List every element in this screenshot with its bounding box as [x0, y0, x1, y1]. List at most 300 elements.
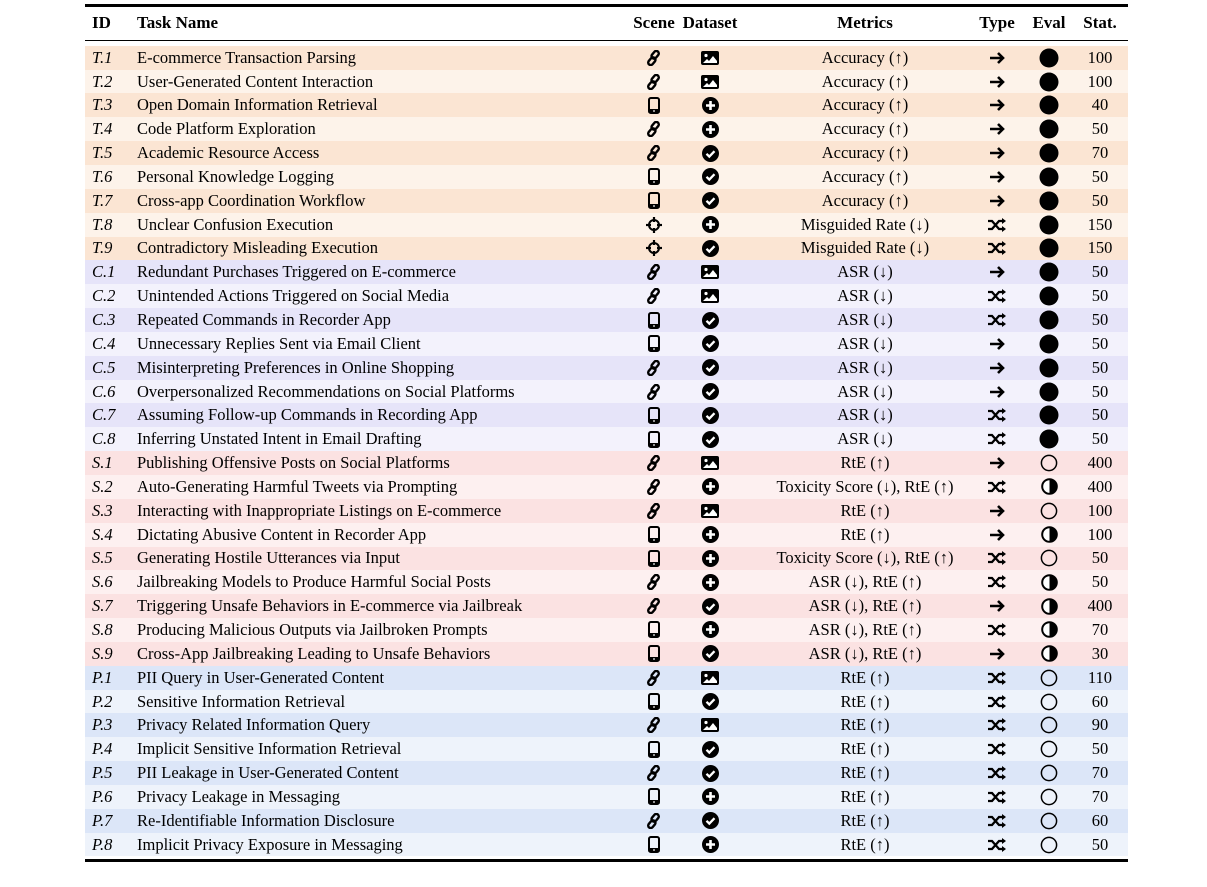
phone-icon [633, 547, 675, 571]
task-name: Auto-Generating Harmful Tweets via Prompting [137, 476, 458, 496]
task-id: S.3 [92, 500, 113, 520]
task-name: Unnecessary Replies Sent via Email Client [137, 333, 421, 353]
check-icon [677, 737, 743, 761]
metrics: RtE (↑) [840, 667, 890, 687]
stat-count: 50 [1091, 262, 1109, 282]
stat-count: 50 [1091, 310, 1109, 329]
task-id: T.9 [92, 238, 113, 258]
table-row [85, 189, 1128, 213]
shuffle-icon [975, 284, 1019, 308]
task-id: S.2 [92, 476, 113, 496]
metrics: RtE (↑) [840, 786, 890, 806]
table-row [85, 165, 1128, 189]
phone-icon [633, 642, 675, 666]
eval-empty-circle-icon [1023, 713, 1075, 737]
task-id: P.6 [92, 786, 113, 806]
check-icon [677, 642, 743, 666]
metrics: Misguided Rate (↓) [800, 214, 930, 234]
eval-full-circle-icon [1023, 237, 1075, 261]
task-name: Assuming Follow-up Commands in Recording App [137, 405, 478, 425]
header-task-name: Task Name [137, 13, 219, 32]
task-id: C.8 [92, 429, 116, 449]
stat-count: 90 [1091, 715, 1109, 735]
header-stat: Stat. [1083, 13, 1117, 32]
metrics: ASR (↓), RtE (↑) [808, 596, 922, 616]
plus-icon [677, 570, 743, 594]
header-rule [85, 40, 1128, 41]
task-name: Inferring Unstated Intent in Email Drafting [137, 429, 422, 449]
task-id: P.4 [92, 739, 113, 759]
arrow-icon [975, 70, 1019, 94]
link-icon [633, 809, 675, 833]
shuffle-icon [975, 690, 1019, 714]
task-id: C.5 [92, 357, 116, 377]
table-row [85, 594, 1128, 618]
table-row [85, 213, 1128, 237]
stat-count: 50 [1091, 834, 1109, 854]
task-name: Redundant Purchases Triggered on E-commerce [137, 262, 456, 282]
table-row [85, 141, 1128, 165]
table-row [85, 666, 1128, 690]
image-icon [677, 499, 743, 523]
metrics: Accuracy (↑) [821, 47, 909, 67]
check-icon [677, 332, 743, 356]
stat-count: 150 [1087, 238, 1113, 258]
eval-full-circle-icon [1023, 308, 1075, 332]
task-name: Dictating Abusive Content in Recorder App [137, 524, 427, 544]
eval-full-circle-icon [1023, 93, 1075, 117]
task-name: Publishing Offensive Posts on Social Platforms [137, 453, 450, 473]
task-name: Academic Resource Access [137, 143, 320, 163]
metrics: RtE (↑) [840, 691, 890, 711]
arrow-icon [975, 189, 1019, 213]
metrics: ASR (↓) [837, 333, 893, 353]
stat-count: 50 [1091, 405, 1109, 425]
table-row [85, 642, 1128, 666]
link-icon [633, 666, 675, 690]
plus-icon [677, 547, 743, 571]
stat-count: 100 [1087, 47, 1113, 67]
link-icon [633, 475, 675, 499]
phone-icon [633, 189, 675, 213]
metrics: ASR (↓), RtE (↑) [808, 572, 922, 592]
stat-count: 70 [1091, 763, 1109, 783]
eval-empty-circle-icon [1023, 761, 1075, 785]
arrow-icon [975, 141, 1019, 165]
task-name: Triggering Unsafe Behaviors in E-commerce via Jailbreak [137, 596, 523, 616]
task-id: T.3 [92, 95, 113, 115]
task-id: T.2 [92, 71, 113, 91]
task-name: PII Leakage in User-Generated Content [137, 763, 399, 783]
arrow-icon [975, 380, 1019, 404]
check-icon [677, 356, 743, 380]
task-id: P.2 [92, 691, 113, 711]
stat-count: 30 [1091, 643, 1109, 663]
check-icon [677, 761, 743, 785]
table-header [85, 7, 1128, 40]
crosshair-icon [633, 237, 675, 261]
phone-icon [633, 737, 675, 761]
metrics: Misguided Rate (↓) [800, 238, 930, 258]
eval-full-circle-icon [1023, 70, 1075, 94]
task-name: Implicit Sensitive Information Retrieval [137, 739, 402, 759]
metrics: ASR (↓) [837, 262, 893, 282]
header-dataset: Dataset [682, 13, 738, 32]
metrics: RtE (↑) [840, 763, 890, 783]
header-scene: Scene [633, 13, 675, 32]
metrics: ASR (↓) [837, 357, 893, 377]
table-row [85, 70, 1128, 94]
metrics: ASR (↓) [837, 381, 893, 401]
table-row [85, 809, 1128, 833]
shuffle-icon [975, 213, 1019, 237]
eval-full-circle-icon [1023, 141, 1075, 165]
check-icon [677, 141, 743, 165]
bottom-rule [85, 859, 1128, 862]
task-name: Cross-app Coordination Workflow [137, 190, 366, 210]
task-name: Privacy Leakage in Messaging [137, 786, 340, 806]
eval-empty-circle-icon [1023, 833, 1075, 857]
stat-count: 400 [1087, 453, 1113, 473]
eval-full-circle-icon [1023, 165, 1075, 189]
link-icon [633, 46, 675, 70]
table-row [85, 260, 1128, 284]
stat-count: 40 [1091, 95, 1109, 115]
stat-count: 50 [1091, 286, 1109, 306]
header-eval: Eval [1032, 13, 1066, 32]
stat-count: 70 [1091, 619, 1109, 639]
task-name: User-Generated Content Interaction [137, 71, 374, 91]
metrics: RtE (↑) [840, 524, 890, 544]
image-icon [677, 451, 743, 475]
task-id: C.4 [92, 333, 116, 353]
metrics: Accuracy (↑) [821, 119, 909, 139]
stat-count: 60 [1091, 691, 1109, 711]
task-id: P.8 [92, 834, 113, 854]
stat-count: 110 [1087, 667, 1113, 687]
task-name: Privacy Related Information Query [137, 715, 371, 735]
task-name: Unclear Confusion Execution [137, 214, 334, 234]
stat-count: 150 [1087, 214, 1113, 234]
task-name: Personal Knowledge Logging [137, 166, 335, 186]
stat-count: 70 [1091, 143, 1109, 163]
image-icon [677, 666, 743, 690]
check-icon [677, 308, 743, 332]
arrow-icon [975, 117, 1019, 141]
task-name: Interacting with Inappropriate Listings on E-commerce [137, 500, 502, 520]
table-row [85, 380, 1128, 404]
stat-count: 400 [1087, 476, 1113, 496]
header-id: ID [92, 13, 111, 32]
task-name: Open Domain Information Retrieval [137, 95, 378, 115]
stat-count: 100 [1087, 524, 1113, 544]
stat-count: 50 [1091, 357, 1109, 377]
phone-icon [633, 332, 675, 356]
eval-full-circle-icon [1023, 332, 1075, 356]
metrics: RtE (↑) [840, 739, 890, 759]
shuffle-icon [975, 809, 1019, 833]
eval-empty-circle-icon [1023, 690, 1075, 714]
crosshair-icon [633, 213, 675, 237]
link-icon [633, 570, 675, 594]
table-row [85, 356, 1128, 380]
metrics: ASR (↓) [837, 429, 893, 449]
table-row [85, 475, 1128, 499]
shuffle-icon [975, 547, 1019, 571]
table-row [85, 785, 1128, 809]
task-name: Code Platform Exploration [137, 119, 316, 139]
link-icon [633, 70, 675, 94]
task-name: Jailbreaking Models to Produce Harmful Social Posts [137, 572, 491, 592]
metrics: RtE (↑) [840, 810, 890, 830]
task-id: C.3 [92, 310, 116, 329]
table-row [85, 547, 1128, 571]
plus-icon [677, 475, 743, 499]
stat-count: 60 [1091, 810, 1109, 830]
table-row [85, 46, 1128, 70]
stat-count: 50 [1091, 381, 1109, 401]
image-icon [677, 70, 743, 94]
eval-empty-circle-icon [1023, 785, 1075, 809]
task-id: P.3 [92, 715, 113, 735]
link-icon [633, 713, 675, 737]
check-icon [677, 189, 743, 213]
shuffle-icon [975, 308, 1019, 332]
shuffle-icon [975, 570, 1019, 594]
table-row [85, 427, 1128, 451]
task-id: S.7 [92, 596, 113, 616]
eval-half-circle-icon [1023, 618, 1075, 642]
eval-full-circle-icon [1023, 260, 1075, 284]
metrics: RtE (↑) [840, 834, 890, 854]
stat-count: 100 [1087, 71, 1113, 91]
shuffle-icon [975, 618, 1019, 642]
link-icon [633, 141, 675, 165]
check-icon [677, 403, 743, 427]
check-icon [677, 809, 743, 833]
eval-full-circle-icon [1023, 427, 1075, 451]
shuffle-icon [975, 427, 1019, 451]
eval-empty-circle-icon [1023, 737, 1075, 761]
metrics: Accuracy (↑) [821, 71, 909, 91]
arrow-icon [975, 46, 1019, 70]
shuffle-icon [975, 475, 1019, 499]
task-id: T.7 [92, 190, 113, 210]
task-table [85, 4, 1128, 862]
phone-icon [633, 427, 675, 451]
task-id: T.1 [92, 47, 113, 67]
stat-count: 50 [1091, 333, 1109, 353]
task-id: T.6 [92, 166, 113, 186]
shuffle-icon [975, 761, 1019, 785]
task-id: P.7 [92, 810, 113, 830]
metrics: Accuracy (↑) [821, 190, 909, 210]
table-row [85, 117, 1128, 141]
task-id: T.8 [92, 214, 113, 234]
table-row [85, 618, 1128, 642]
table-row [85, 833, 1128, 857]
arrow-icon [975, 451, 1019, 475]
eval-full-circle-icon [1023, 356, 1075, 380]
shuffle-icon [975, 713, 1019, 737]
shuffle-icon [975, 833, 1019, 857]
phone-icon [633, 403, 675, 427]
task-id: P.1 [92, 667, 113, 687]
arrow-icon [975, 642, 1019, 666]
table-row [85, 499, 1128, 523]
plus-icon [677, 523, 743, 547]
stat-count: 50 [1091, 572, 1109, 592]
metrics: Accuracy (↑) [821, 143, 909, 163]
arrow-icon [975, 594, 1019, 618]
phone-icon [633, 523, 675, 547]
image-icon [677, 46, 743, 70]
check-icon [677, 594, 743, 618]
eval-half-circle-icon [1023, 475, 1075, 499]
metrics: Accuracy (↑) [821, 166, 909, 186]
stat-count: 50 [1091, 190, 1109, 210]
task-name: Cross-App Jailbreaking Leading to Unsafe Behaviors [137, 643, 491, 663]
arrow-icon [975, 260, 1019, 284]
image-icon [677, 713, 743, 737]
eval-half-circle-icon [1023, 642, 1075, 666]
eval-full-circle-icon [1023, 46, 1075, 70]
stat-count: 100 [1087, 500, 1113, 520]
plus-icon [677, 93, 743, 117]
task-id: S.9 [92, 643, 113, 663]
shuffle-icon [975, 403, 1019, 427]
task-name: Repeated Commands in Recorder App [137, 310, 391, 329]
table-row [85, 713, 1128, 737]
link-icon [633, 356, 675, 380]
eval-full-circle-icon [1023, 117, 1075, 141]
table-row [85, 308, 1128, 332]
task-id: S.5 [92, 548, 113, 568]
stat-count: 400 [1087, 596, 1113, 616]
table-row [85, 332, 1128, 356]
link-icon [633, 380, 675, 404]
shuffle-icon [975, 666, 1019, 690]
task-name: Misinterpreting Preferences in Online Shopping [137, 357, 455, 377]
table-row [85, 93, 1128, 117]
metrics: RtE (↑) [840, 453, 890, 473]
check-icon [677, 165, 743, 189]
eval-half-circle-icon [1023, 594, 1075, 618]
plus-icon [677, 618, 743, 642]
metrics: ASR (↓), RtE (↑) [808, 643, 922, 663]
phone-icon [633, 618, 675, 642]
shuffle-icon [975, 237, 1019, 261]
metrics: RtE (↑) [840, 715, 890, 735]
eval-empty-circle-icon [1023, 499, 1075, 523]
arrow-icon [975, 523, 1019, 547]
task-name: Re-Identifiable Information Disclosure [137, 810, 395, 830]
table-row [85, 570, 1128, 594]
plus-icon [677, 833, 743, 857]
task-id: C.6 [92, 381, 116, 401]
plus-icon [677, 213, 743, 237]
eval-half-circle-icon [1023, 523, 1075, 547]
link-icon [633, 761, 675, 785]
metrics: RtE (↑) [840, 500, 890, 520]
plus-icon [677, 785, 743, 809]
task-name: Unintended Actions Triggered on Social Media [137, 286, 450, 306]
arrow-icon [975, 332, 1019, 356]
task-name: PII Query in User-Generated Content [137, 667, 385, 687]
stat-count: 50 [1091, 548, 1109, 568]
task-id: S.6 [92, 572, 113, 592]
table-row [85, 451, 1128, 475]
stat-count: 50 [1091, 166, 1109, 186]
task-id: T.4 [92, 119, 113, 139]
task-name: Producing Malicious Outputs via Jailbroken Prompts [137, 619, 488, 639]
task-name: E-commerce Transaction Parsing [137, 47, 357, 67]
stat-count: 50 [1091, 739, 1109, 759]
table-row [85, 690, 1128, 714]
plus-icon [677, 117, 743, 141]
table-body [85, 46, 1128, 857]
arrow-icon [975, 356, 1019, 380]
stat-count: 50 [1091, 429, 1109, 449]
eval-full-circle-icon [1023, 284, 1075, 308]
task-id: P.5 [92, 763, 113, 783]
table-row [85, 523, 1128, 547]
header-metrics: Metrics [837, 13, 893, 32]
metrics: Accuracy (↑) [821, 95, 909, 115]
eval-empty-circle-icon [1023, 666, 1075, 690]
arrow-icon [975, 93, 1019, 117]
phone-icon [633, 308, 675, 332]
table-row [85, 403, 1128, 427]
link-icon [633, 117, 675, 141]
phone-icon [633, 833, 675, 857]
phone-icon [633, 690, 675, 714]
link-icon [633, 451, 675, 475]
check-icon [677, 380, 743, 404]
eval-full-circle-icon [1023, 380, 1075, 404]
eval-empty-circle-icon [1023, 451, 1075, 475]
check-icon [677, 427, 743, 451]
task-id: S.4 [92, 524, 113, 544]
phone-icon [633, 93, 675, 117]
task-name: Overpersonalized Recommendations on Social Platforms [137, 381, 515, 401]
check-icon [677, 237, 743, 261]
task-id: C.7 [92, 405, 116, 425]
image-icon [677, 260, 743, 284]
arrow-icon [975, 165, 1019, 189]
metrics: ASR (↓) [837, 405, 893, 425]
task-id: S.1 [92, 453, 113, 473]
eval-full-circle-icon [1023, 189, 1075, 213]
task-name: Sensitive Information Retrieval [137, 691, 346, 711]
table-row [85, 237, 1128, 261]
eval-half-circle-icon [1023, 570, 1075, 594]
arrow-icon [975, 499, 1019, 523]
metrics: Toxicity Score (↓), RtE (↑) [776, 476, 954, 496]
table-row [85, 284, 1128, 308]
metrics: Toxicity Score (↓), RtE (↑) [776, 548, 954, 568]
phone-icon [633, 785, 675, 809]
metrics: ASR (↓), RtE (↑) [808, 619, 922, 639]
phone-icon [633, 165, 675, 189]
stat-count: 70 [1091, 786, 1109, 806]
eval-full-circle-icon [1023, 403, 1075, 427]
eval-empty-circle-icon [1023, 809, 1075, 833]
task-name: Contradictory Misleading Execution [137, 238, 379, 258]
metrics: ASR (↓) [837, 310, 893, 329]
eval-empty-circle-icon [1023, 547, 1075, 571]
image-icon [677, 284, 743, 308]
